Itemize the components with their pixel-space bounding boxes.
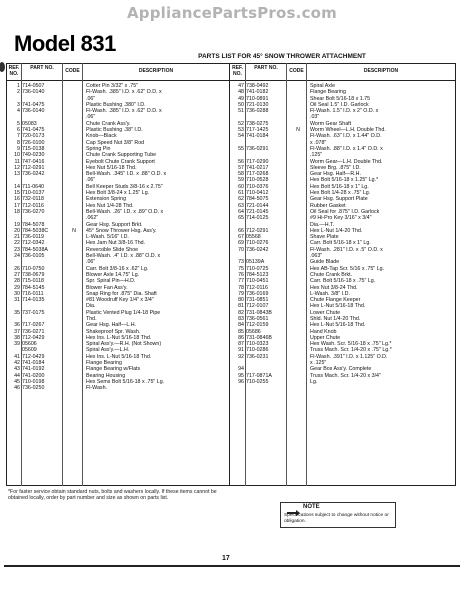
table-header-divider — [6, 80, 456, 81]
parts-list-title: PARTS LIST FOR 45° SNOW THROWER ATTACHMENT — [198, 53, 366, 60]
part-number-cell: 736-0169 — [246, 290, 269, 297]
description-cell: #9 Hi-Pro Key 3/16" x 3/4" — [310, 215, 372, 222]
model-title: Model 831 — [14, 31, 116, 56]
ref-cell: 7 — [17, 133, 20, 140]
part-number-cell: 732-0118 — [22, 196, 44, 203]
description-cell: Hex Bolt 5/16-18 x 1" Lg. — [310, 183, 369, 190]
description-cell: Hex Bolt 3/8-24 x 1.25" Lg. — [86, 190, 150, 197]
part-number-cell: 736-0140 — [22, 108, 45, 115]
part-number-cell: 736-0288 — [246, 108, 269, 115]
header-part-no: PART NO. — [254, 65, 278, 71]
part-number-cell: 712-0291 — [246, 227, 269, 234]
description-cell: Dia.—H.T. — [310, 221, 335, 228]
part-number-cell: 714-0507 — [22, 83, 45, 89]
part-number-cell: 712-0116 — [22, 202, 44, 209]
part-number-cell: 715-0138 — [22, 145, 45, 152]
description-cell: Fl-Wash. .88" I.D. x 1.4" O.D. x — [310, 145, 383, 152]
description-cell: Dia. — [86, 303, 96, 310]
part-number-cell: 784-5075 — [246, 196, 269, 203]
part-number-cell: 710-0528 — [246, 177, 269, 184]
ref-cell: 9 — [17, 145, 20, 152]
description-cell: Chute Crank Supporting Tube — [86, 152, 157, 159]
ref-cell: 8 — [17, 139, 20, 146]
note-text: Specifications subject to change without notice or obligation. — [284, 513, 389, 524]
part-number-cell: 736-0270 — [22, 208, 45, 215]
ref-cell: 78 — [238, 284, 244, 291]
description-cell: Flange Bearing — [86, 360, 122, 367]
description-cell: Hex Nut 1/4-28 Thd. — [86, 202, 134, 209]
ref-cell: 29 — [14, 284, 20, 291]
description-cell: Gear Box Ass'y. Complete — [310, 366, 372, 373]
description-cell: Extension Spring — [86, 196, 127, 203]
description-cell: #81 Woodruff Key 1/4" x 3/4" — [86, 297, 154, 304]
header-part-no: PART NO. — [30, 65, 54, 71]
ref-cell: 91 — [238, 347, 244, 354]
part-number-cell: 710-0137 — [22, 190, 45, 197]
part-number-cell: 731-0846B — [246, 334, 272, 341]
ref-cell: 96 — [238, 378, 244, 385]
page-number: 17 — [222, 555, 230, 562]
ref-cell: 48 — [238, 89, 244, 96]
part-number-cell: 710-0323 — [246, 341, 269, 348]
description-cell: Hex AB-Tap Scr. 5/16 x .75" Lg. — [310, 265, 385, 272]
part-number-cell: 741-0192 — [22, 366, 45, 373]
description-cell: Lower Chute — [310, 309, 341, 316]
description-cell: Shear Bolt 5/16-18 x 1.75 — [310, 95, 371, 102]
part-number-cell: 741-0184 — [246, 133, 269, 140]
description-cell: Fl-Wash. — [86, 385, 107, 392]
part-number-cell: 714-0125 — [246, 215, 269, 222]
ref-cell: 49 — [238, 95, 244, 102]
column-divider — [306, 63, 307, 486]
part-number-cell: 05609 — [22, 347, 37, 354]
part-number-cell: 736-0231 — [246, 353, 269, 360]
description-cell: Hex Bolt 1/4-28 x .75" Lg. — [310, 190, 371, 197]
ref-cell: 70 — [238, 246, 244, 253]
description-cell: .03" — [310, 114, 320, 121]
description-cell: .062" — [86, 215, 99, 222]
ref-cell: 59 — [238, 177, 244, 184]
description-cell: Hex L-Nut 5/16-18 Thd. — [310, 303, 366, 310]
description-cell: Reversible Slide Shoe — [86, 246, 139, 253]
ref-cell: 30 — [14, 290, 20, 297]
ref-cell: 16 — [14, 196, 20, 203]
part-number-cell: 784-5145 — [22, 284, 45, 291]
description-cell: Gear Hsg. Support Plate — [310, 196, 368, 203]
part-number-cell: 710-0725 — [246, 265, 269, 272]
part-number-cell: 784-5038A — [22, 246, 48, 253]
ref-cell: 79 — [238, 290, 244, 297]
ref-cell: 69 — [238, 240, 244, 247]
description-cell: x .125" — [310, 360, 327, 367]
header-code: CODE — [289, 68, 304, 74]
header-code: CODE — [65, 68, 80, 74]
description-cell: Sleeve Brg. .875" I.D. — [310, 164, 361, 171]
part-number-cell: 05606 — [22, 341, 37, 348]
description-cell: .063" — [310, 253, 323, 260]
part-number-cell: 720-0173 — [22, 133, 45, 140]
description-cell: Spring Pin — [86, 145, 111, 152]
part-number-cell: 736-0140 — [22, 89, 45, 96]
ref-cell: 39 — [14, 341, 20, 348]
header-description: DESCRIPTION — [363, 68, 399, 74]
ref-cell: 83 — [238, 315, 244, 322]
part-number-cell: 717-0267 — [22, 322, 45, 329]
description-cell: Carr. Bolt 5/16-18 x 1" Lg. — [310, 240, 371, 247]
ref-cell: 42 — [14, 360, 20, 367]
description-cell: Hex Nut 3/8-24 Thd. — [310, 284, 358, 291]
description-cell: Blower Axle 14.75" Lg. — [86, 271, 140, 278]
part-number-cell: 714-0135 — [22, 297, 45, 304]
ref-cell: 45 — [14, 378, 20, 385]
part-number-cell: 741-0475 — [22, 127, 45, 134]
ref-cell: 55 — [238, 145, 244, 152]
description-cell: Carr. Bolt 3/8-16 x .62" Lg. — [86, 265, 149, 272]
description-cell: Knob—Black — [86, 133, 117, 140]
ref-cell: 19 — [14, 221, 20, 228]
description-cell: Guide Blade — [310, 259, 340, 266]
ref-cell: 22 — [14, 240, 20, 247]
description-cell: Hex L-Nut 5/16-18 Thd. — [310, 322, 366, 329]
description-cell: Rubber Gasket — [310, 202, 346, 209]
description-cell: Blower Fan Ass'y. — [86, 284, 128, 291]
ref-cell: 6 — [17, 127, 20, 134]
ref-cell: 3 — [17, 101, 20, 108]
description-cell: Fl-Wash. 1.5" I.D. x 2" O.D. x — [310, 108, 379, 115]
ref-cell: 84 — [238, 322, 244, 329]
part-number-cell: 710-0412 — [246, 190, 269, 197]
ref-cell: 21 — [14, 234, 20, 241]
part-number-cell: 716-0111 — [22, 290, 44, 297]
footnote: *For faster service obtain standard nuts, bolts and washers locally. If these items cannot be obtained locally, order by part number and size as shown on parts list. — [8, 489, 217, 502]
ref-cell: 94 — [238, 366, 244, 373]
description-cell: Truss Mach. Scr. 1/4-20 x 3/4" — [310, 372, 381, 379]
description-cell: .06" — [86, 95, 96, 102]
part-number-cell: 736-0291 — [246, 145, 269, 152]
description-cell: .125" — [310, 152, 323, 159]
ref-cell: 87 — [238, 341, 244, 348]
description-cell: Hex Nut 5/16-18 Thd. — [86, 164, 137, 171]
description-cell: Shakeproof Spr. Wash. — [86, 328, 141, 335]
description-cell: Chute Crank Ass'y. — [86, 120, 131, 127]
description-cell: Oil Seal 1.5" I.D. Garlock — [310, 101, 369, 108]
description-cell: Truss Mach. Scr. 1/4-20 x .75" Lg.* — [310, 347, 392, 354]
ref-cell: 62 — [238, 196, 244, 203]
description-cell: Worm Wheel—L.H. Double Thd. — [310, 127, 386, 134]
description-cell: Flange Bearing w/Flats — [86, 366, 141, 373]
header-ref: REF. NO. — [232, 65, 243, 77]
description-cell: Hex Jam Nut 3/8-16 Thd. — [86, 240, 146, 247]
part-number-cell: 736-0105 — [22, 253, 45, 260]
description-cell: L-Wash. 3/8" I.D. — [310, 290, 350, 297]
part-number-cell: 741-0184 — [22, 360, 45, 367]
description-cell: Bearing Housing — [86, 372, 126, 379]
description-cell: Fl-Wash. .385" I.D. x .62" O.D. x — [86, 89, 162, 96]
ref-cell: 26 — [14, 265, 20, 272]
part-number-cell: 741-0182 — [246, 89, 269, 96]
description-cell: Fl-Wash. .391" I.D. x 1.125" O.D. — [310, 353, 388, 360]
part-number-cell: 710-0286 — [246, 347, 269, 354]
description-cell: Flange Bearing — [310, 89, 346, 96]
ref-cell: 2 — [17, 89, 20, 96]
column-divider — [286, 63, 287, 486]
ref-cell: 65 — [238, 215, 244, 222]
ref-cell: 92 — [238, 353, 244, 360]
ref-cell: 73 — [238, 259, 244, 266]
ref-cell: 53 — [238, 127, 244, 134]
note-box — [280, 502, 396, 528]
code-cell: N — [296, 127, 300, 134]
description-cell: Spiral Ass'y.—R.H. (Not Shown) — [86, 341, 162, 348]
ref-cell: 75 — [238, 265, 244, 272]
description-cell: Cotter Pin 3/32" x .75" — [86, 83, 139, 89]
ref-cell: 58 — [238, 171, 244, 178]
ref-cell: 81 — [238, 303, 244, 310]
ref-cell: 5 — [17, 120, 20, 127]
ref-cell: 36 — [14, 322, 20, 329]
ref-cell: 14 — [14, 183, 20, 190]
part-number-cell: 712-0342 — [22, 240, 45, 247]
part-number-cell: 717-0871A — [246, 372, 272, 379]
description-cell: Chute Flange Keeper — [310, 297, 361, 304]
part-number-cell: 05686 — [246, 328, 261, 335]
ref-cell: 1 — [17, 83, 20, 89]
part-number-cell: 737-0175 — [22, 309, 45, 316]
description-cell: Gear Hsg. Half—R.H. — [310, 171, 361, 178]
part-number-cell: 712-0107 — [246, 303, 269, 310]
ref-cell: 23 — [14, 246, 20, 253]
ref-cell: 10 — [14, 152, 20, 159]
part-number-cell: 741-0217 — [246, 164, 269, 171]
header-ref: REF. NO. — [8, 65, 20, 77]
ref-cell: 44 — [14, 372, 20, 379]
part-number-cell: 710-0891 — [246, 95, 269, 102]
bottom-rule — [4, 565, 460, 567]
ref-cell: 54 — [238, 133, 244, 140]
ref-cell: 46 — [14, 385, 20, 392]
ref-cell: 11 — [14, 158, 20, 165]
part-number-cell: 710-0451 — [246, 278, 269, 285]
part-number-cell: 784-5038C — [22, 227, 49, 234]
description-cell: Eyebolt Chute Crank Support — [86, 158, 155, 165]
part-number-cell: 741-0475 — [22, 101, 45, 108]
description-cell: Bell-Wash. .4" I.D. x .88" O.D. x — [86, 253, 161, 260]
part-number-cell: 747-0416 — [22, 158, 45, 165]
part-number-cell: 715-0118 — [22, 278, 44, 285]
part-number-cell: 736-0119 — [22, 234, 44, 241]
description-cell: Spiral Axle — [310, 83, 336, 89]
code-cell: N — [72, 227, 76, 234]
part-number-cell: 717-0290 — [246, 158, 269, 165]
header-description: DESCRIPTION — [138, 68, 174, 74]
part-number-cell: 712-0116 — [246, 284, 268, 291]
description-cell: Hex Wash. Scr. 5/16-18 x .75" Lg.* — [310, 341, 392, 348]
ref-cell: 50 — [238, 101, 244, 108]
part-number-cell: 736-0242 — [22, 171, 45, 178]
part-number-cell: 736-0561 — [246, 315, 269, 322]
description-cell: Shave Plate — [310, 234, 339, 241]
part-number-cell: 710-0198 — [22, 378, 45, 385]
part-number-cell: 721-0130 — [246, 101, 269, 108]
description-cell: .06" — [86, 114, 96, 121]
part-number-cell: 717-1425 — [246, 127, 269, 134]
ref-cell: 56 — [238, 158, 244, 165]
part-number-cell: 784-5123 — [246, 271, 269, 278]
description-cell: Spr. Spiral Pin—H.D. — [86, 278, 136, 285]
column-divider — [82, 63, 83, 486]
ref-cell: 31 — [14, 297, 20, 304]
description-cell: Lg. — [310, 378, 318, 385]
description-cell: Plastic Vented Plug 1/4-18 Pipe — [86, 309, 161, 316]
description-cell: Cap Speed Nut 3/8" Rod — [86, 139, 145, 146]
ref-cell: 86 — [238, 334, 244, 341]
description-cell: Fl-Wash. .385" I.D. x .62" O.D. x — [86, 108, 162, 115]
description-cell: Oil Seal for .875" I.D. Garlock — [310, 208, 380, 215]
ref-cell: 52 — [238, 120, 244, 127]
part-number-cell: 05139A — [246, 259, 265, 266]
part-number-cell: 721-0145 — [246, 208, 269, 215]
part-number-cell: 738-0275 — [246, 120, 269, 127]
description-cell: Hex Bolt 5/16-18 x 1.25" Lg.* — [310, 177, 379, 184]
description-cell: Gear Hsg. Support Brkt. — [86, 221, 143, 228]
part-number-cell: 711-0640 — [22, 183, 44, 190]
part-number-cell: 731-0843B — [246, 309, 272, 316]
ref-cell: 61 — [238, 190, 244, 197]
part-number-cell: 736-0271 — [22, 328, 45, 335]
description-cell: Gear Hsg. Half—L.H. — [86, 322, 137, 329]
part-number-cell: 784-5078 — [22, 221, 45, 228]
column-divider — [62, 63, 63, 486]
part-number-cell: 749-0230 — [22, 152, 45, 159]
part-number-cell: 712-0429 — [22, 353, 45, 360]
description-cell: Fl-Wash. .63" I.D. x 1.44" O.D. — [310, 133, 382, 140]
ref-cell: 4 — [17, 108, 20, 115]
description-cell: Upper Chute — [310, 334, 341, 341]
ref-cell: 47 — [238, 83, 244, 89]
part-number-cell: 738-0492 — [246, 83, 269, 89]
ref-cell: 43 — [14, 366, 20, 373]
part-number-cell: 712-0429 — [22, 334, 45, 341]
part-number-cell: 710-0750 — [22, 265, 45, 272]
description-cell: Snap Ring for .875" Dia. Shaft — [86, 290, 157, 297]
part-number-cell: 710-0376 — [246, 183, 269, 190]
part-number-cell: 710-0255 — [246, 378, 269, 385]
part-number-cell: 712-0291 — [22, 164, 45, 171]
part-number-cell: 05568 — [246, 234, 261, 241]
description-cell: Bell-Wash. .26" I.D. x .89" O.D. x — [86, 208, 164, 215]
ref-cell: 18 — [14, 208, 20, 215]
description-cell: Bell Keeper Studs 3/8-16 x 2.75" — [86, 183, 163, 190]
description-cell: Spiral Ass'y.—L.H. — [86, 347, 130, 354]
ref-cell: 66 — [238, 227, 244, 234]
description-cell: Plastic Bushing .38" I.D. — [86, 127, 143, 134]
part-number-cell: 738-0679 — [22, 271, 45, 278]
description-cell: Shld. Nut 1/4-20 Thd. — [310, 315, 361, 322]
ref-cell: 51 — [238, 108, 244, 115]
ref-cell: 41 — [14, 353, 20, 360]
ref-cell: 12 — [14, 164, 20, 171]
ref-cell: 80 — [238, 297, 244, 304]
description-cell: Plastic Bushing .380" I.D. — [86, 101, 146, 108]
ref-cell: 28 — [14, 278, 20, 285]
ref-cell: 63 — [238, 202, 244, 209]
part-number-cell: 721-0144 — [246, 202, 269, 209]
note-label: NOTE — [303, 504, 320, 510]
ref-cell: 60 — [238, 183, 244, 190]
ref-cell: 95 — [238, 372, 244, 379]
description-cell: Thd. — [86, 315, 97, 322]
description-cell: x .078" — [310, 139, 327, 146]
description-cell: Carr. Bolt 5/16-18 x .75" Lg. — [310, 278, 376, 285]
part-number-cell: 731-0851 — [246, 297, 269, 304]
ref-cell: 82 — [238, 309, 244, 316]
part-number-cell: 717-0268 — [246, 171, 269, 178]
watermark: AppliancePartsPros.com — [127, 4, 337, 22]
description-cell: Hex Sems Bolt 5/16-18 x .75" Lg. — [86, 378, 165, 385]
ref-cell: 35 — [14, 309, 20, 316]
description-cell: Worm Gear Shaft — [310, 120, 352, 127]
description-cell: .06" — [86, 177, 96, 184]
description-cell: Hand Knob — [310, 328, 337, 335]
part-number-cell: 05083 — [22, 120, 37, 127]
description-cell: Worm Gear—L.H. Double Thd. — [310, 158, 383, 165]
part-number-cell: 736-0242 — [246, 246, 269, 253]
description-cell: Hex Ins. L-Nut 5/16-18 Thd. — [86, 353, 152, 360]
ref-cell: 64 — [238, 208, 244, 215]
ref-cell: 85 — [238, 328, 244, 335]
ref-cell: 17 — [14, 202, 20, 209]
ref-cell: 77 — [238, 278, 244, 285]
ref-cell: 20 — [14, 227, 20, 234]
description-cell: L-Wash. 5/16" I.D. — [86, 234, 129, 241]
ref-cell: 24 — [14, 253, 20, 260]
description-cell: Bell-Wash. .345" I.D. x .88" O.D. x — [86, 171, 167, 178]
description-cell: Fl-Wash. .281" I.D. x .5" O.D. x — [310, 246, 383, 253]
ref-cell: 76 — [238, 271, 244, 278]
ref-cell: 67 — [238, 234, 244, 241]
ref-cell: 57 — [238, 164, 244, 171]
part-number-cell: 710-0276 — [246, 240, 269, 247]
part-number-cell: 712-0159 — [246, 322, 269, 329]
part-number-cell: 741-0200 — [22, 372, 45, 379]
part-number-cell: 736-0250 — [22, 385, 45, 392]
description-cell: .06" — [86, 259, 96, 266]
ref-cell: 15 — [14, 190, 20, 197]
description-cell: Hex Ins. L-Nut 5/16-18 Thd. — [86, 334, 152, 341]
description-cell: Hex L-Nut 1/4-20 Thd. — [310, 227, 363, 234]
ref-cell: 27 — [14, 271, 20, 278]
description-cell: Chute Crank Brkt. — [310, 271, 353, 278]
ref-cell: 38 — [14, 334, 20, 341]
ref-cell: 37 — [14, 328, 20, 335]
part-number-cell: 726-0100 — [22, 139, 45, 146]
ref-cell: 13 — [14, 171, 20, 178]
description-cell: 45° Snow Thrower Hsg. Ass'y. — [86, 227, 157, 234]
